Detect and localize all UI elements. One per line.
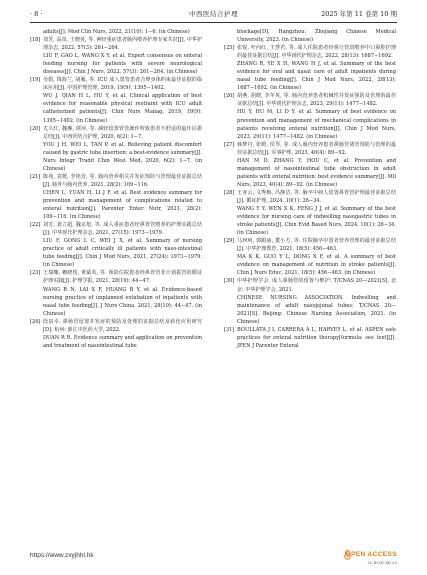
reference-text: LIU F, GONG L C, WEI J X, et al. Summary of nursing practice of adult critically ill patients with naso-intestinal tube feeding[J]. Chin J Mod Nurs, 2021, 27(24): 1973−1979. (in Chinese) — [43, 238, 202, 269]
reference-entry — [224, 277, 396, 293]
reference-number: [18] — [30, 37, 41, 44]
reference-entry-translation — [224, 157, 396, 189]
reference-column-right — [224, 28, 396, 350]
reference-number: [26] — [224, 93, 235, 100]
reference-entry — [224, 237, 396, 253]
reference-text: 王瑞娜, 赖晓枝, 黄斌英, 等. 预防住院患者经鼻胃管非计划拔管的循证护理实践[J]. 护理学报, 2021, 28(19): 44−47. — [43, 270, 202, 285]
reference-number: [25] — [224, 45, 235, 52]
reference-text: WANG Y Y, WEN X K, FENG J J, et al. Summary of the best evidence for nursing care of indwelling nasogastric tubes in stroke patients[J]. Chin Evid Based Nurs, 2024, 10(1): 26−34. (in Chinese) — [237, 206, 396, 237]
reference-text: 马珂珂, 郭跟丽, 董小方, 等. 住院脑卒中患者营养管理的最佳证据总结[J]. 中华护理教育, 2021, 18(5): 456−463. — [237, 238, 396, 253]
reference-number: [19] — [30, 77, 41, 84]
reference-number: [27] — [224, 141, 235, 148]
reference-text: 刘芳, 高岚, 王晓英, 等. 神经重症患者肠内喂养护理专家共识[J]. 中华护理杂志, 2022, 57(3): 261−264. — [43, 37, 202, 52]
reference-entry — [224, 141, 396, 157]
reference-text: 王亚云, 文秀梅, 冯静洁, 等. 脑卒中病人留置鼻胃管护理最佳证据总结[J]. 循证护理, 2024, 10(1): 26−34. — [237, 189, 396, 204]
page-number: · 8 · — [30, 10, 43, 18]
reference-entry-translation — [224, 205, 396, 237]
reference-text: 尤久红, 魏琳, 谭萍, 等. 减轻留置胃管操作所致患者不舒适的最佳证据总结[J]. 中西医结合护理, 2020, 6(2): 1−7. — [43, 125, 202, 140]
reference-entry — [30, 269, 202, 285]
reference-text: 张锐, 叶向红, 王慧君, 等. 成人住院患者经鼻行管饲喂养中口鼻腔护理的最佳证据总结[J]. 中华现代护理杂志, 2022, 28(13): 1687−1692. — [237, 45, 396, 60]
reference-entry-translation — [30, 286, 202, 318]
license-label: CC BY-NC-ND 4.0 — [367, 561, 397, 565]
running-header — [30, 8, 397, 20]
reference-text: 中华护理学会. 成人鼻肠管的留置与维护: T/CNAS 20—2021[S]. 北京: 中华护理学会, 2021. — [237, 278, 396, 293]
journal-title: 中西医结合护理 — [189, 10, 238, 18]
reference-number: [24] — [30, 318, 41, 325]
header-rule — [30, 22, 397, 23]
reference-entry — [30, 125, 202, 141]
reference-number: [31] — [224, 326, 235, 333]
reference-text: 段泉幸. 鼻肠管留置并发症的预防及处理的证据总结及转化应用研究[D]. 杭州: 浙江中医药大学, 2022. — [43, 318, 202, 333]
page-footer — [30, 547, 397, 563]
reference-text: 胡燕, 胡晓, 李冬英, 等. 肠内营养患者机械性并发症预防及管理的最佳证据总结[J]. 中华现代护理杂志, 2023, 29(11): 1477−1482. — [237, 93, 396, 108]
reference-entry — [224, 326, 396, 350]
reference-text: DUAN R R. Evidence summary and application on prevention and treatment of nasointestinal tube — [43, 334, 202, 349]
reference-text: WU J, QIAN H L, HU Y, et al. Clinical application of best evidence for reasonable physical restraint with ICU adult catheterized patients[J]. Chin Nurs Manag, 2019, 19(9): 1395−1402. (in Chinese) — [43, 93, 202, 124]
reference-column-left — [30, 28, 202, 350]
reference-text: CHINESE NURSING ASSOCIATION. Indwelling and maintenance of adult nasojejunal tubes: T/CNAS 20—2021[S]. Beijing: Chinese Nursing Association, 2021. (in Chinese) — [237, 294, 396, 325]
reference-text: LIU F, GAO L, WANG X Y, et al. Expert consensus on enteral feeding nursing for patients with severe neurological diseases[J]. Chin J Nurs, 2022, 57(3): 261−264. (in Chinese) — [43, 53, 202, 76]
reference-number: [22] — [30, 222, 41, 229]
reference-entry-translation — [30, 92, 202, 124]
reference-number: [20] — [30, 125, 41, 132]
reference-text: HAN M D, ZHANG Y, HOU C, et al. Prevention and management of nasointestinal tube obstruction in adult patients with enteral nutrition: best evidence summary[J]. Mil Nurs, 2023, 40(4): 89−92. (in Chinese) — [237, 157, 396, 188]
reference-entry-translation — [224, 253, 396, 277]
journal-url[interactable]: https://www.zxyjhhl.hk — [30, 552, 94, 559]
reference-number: [28] — [224, 189, 235, 196]
reference-entry — [224, 44, 396, 60]
reference-text: 韩梦丹, 张媛, 侯琴, 等. 成人肠内营养患者鼻肠管堵管预防与管理的最佳证据总结[J]. 军事护理, 2023, 40(4): 89−92. — [237, 141, 396, 156]
reference-text: 刘芳, 龚立超, 魏京旭, 等. 成人重症患者经鼻胃管喂养的护理实践总结[J]. 中华现代护理杂志, 2021, 27(15): 1973−1979. — [43, 222, 202, 237]
reference-entry-translation — [30, 28, 202, 36]
reference-entry — [30, 36, 202, 52]
reference-entry-translation — [30, 237, 202, 269]
reference-entry-translation — [224, 108, 396, 140]
reference-entry — [224, 92, 396, 108]
open-access-label: OPEN ACCESS — [345, 551, 397, 558]
reference-text: 吴娟, 钱海兰, 胡雁, 等. ICU 成人置管患者合理身体约束最佳证据的临床应用[J]. 中国护理管理, 2019, 19(9): 1395−1402. — [43, 77, 202, 92]
reference-entry — [30, 221, 202, 237]
reference-text: adults[J]. Mod Clin Nurs, 2022, 21(10): 1−6. (in Chinese) — [43, 29, 190, 35]
reference-entry — [30, 173, 202, 189]
reference-entry-translation — [224, 294, 396, 326]
reference-number: [29] — [224, 238, 235, 245]
reference-number: [30] — [224, 278, 235, 285]
reference-text: ZHANG R, YE X H, WANG H J, et al. Summary of the best evidence for oral and nasal care of adult inpatients during nasal tube feeding[J]. Chin J Mod Nurs, 2022, 28(13): 1687−1692. (in Chinese) — [237, 61, 396, 92]
reference-text: 陈苑, 袁媛, 李艳芳, 等. 肠内营养相关并发症预防与管理最佳证据总结[J]. 肠外与肠内营养, 2021, 28(2): 109−116. — [43, 173, 202, 188]
reference-entry — [30, 76, 202, 92]
reference-entry — [224, 189, 396, 205]
reference-text: YOU J H, WEI L, TAN P, et al. Relieving patient discomfort caused by gastric tube insertion: a best-evidence summary[J]. Nurs Integr Tradit Chin West Med, 2020, 6(2): 1−7. (in Chinese) — [43, 141, 202, 172]
reference-text: blockage[D]. Hangzhou: Zhejiang Chinese Medical University, 2023. (in Chinese) — [237, 29, 396, 44]
reference-text: BOULLATA J I, CARRERA A L, HARVEY L, et al. ASPEN safe practices for enteral nutrition therapy[formula: see text][J]. JPEN J Parenter Enteral — [237, 326, 396, 349]
reference-text: MA K K, GUO Y L, DONG X F, et al. A summary of best evidence on management of nutrition in stroke patients[J]. Chin J Nurs Educ, 2021, 18(5): 456−463. (in Chinese) — [237, 254, 396, 277]
reference-entry-translation — [30, 189, 202, 221]
issue-info: 2025 年第 11 卷第 10 期 — [321, 10, 397, 18]
reference-number: [21] — [30, 173, 41, 180]
reference-entry-translation — [30, 52, 202, 76]
reference-number: [23] — [30, 270, 41, 277]
reference-entry-translation — [224, 60, 396, 92]
reference-entry-translation — [224, 28, 396, 44]
reference-entry-translation — [30, 141, 202, 173]
reference-entry — [30, 318, 202, 334]
reference-entry-translation — [30, 334, 202, 350]
reference-text: HU Y, HU M, LI D Y, et al. Summary of best evidence on prevention and management of mechanical complications in patients receiving enteral nutrition[J]. Chin J Mod Nurs, 2023, 29(11): 1477−1482. (in Chinese) — [237, 109, 396, 140]
reference-text: WANG R N, LAI X F, HUANG B Y, et al. Evidence-based nursing practice of unplanned extubation of inpatients with nasal tube feeding[J]. J Nurs China, 2021, 28(19): 44−47. (in Chinese) — [43, 286, 202, 317]
reference-text: CHEN L, YUAN H, LI J F, et al. Best evidence summary for prevention and management of complications related to enteral nutrition[J]. Parenter Enter Nutr, 2021, 28(2): 109−116. (in Chinese) — [43, 189, 202, 221]
